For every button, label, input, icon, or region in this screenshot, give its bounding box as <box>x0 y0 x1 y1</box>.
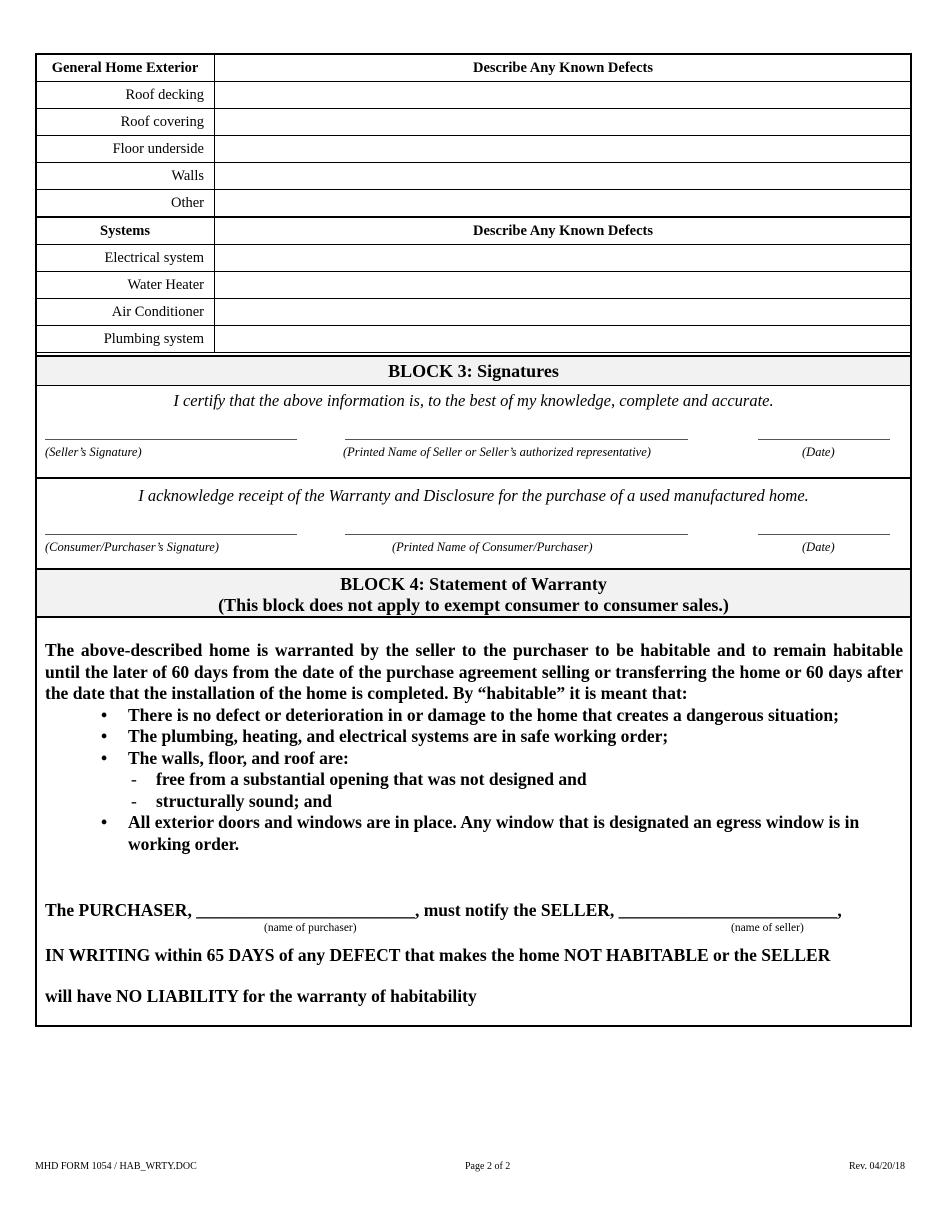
block3-title: BLOCK 3: Signatures <box>37 355 910 386</box>
warranty-intro: The above-described home is warranted by the seller to the purchaser to be habitable and to remain habitable until the later of 60 days from the date of the purchase agreement selling or transferring the home or 60 days after the date that the installation of the home is completed. By “habitable” it is meant that: <box>45 640 903 703</box>
table-row <box>36 163 912 190</box>
consumer-signature-label: (Consumer/Purchaser’s Signature) <box>45 540 219 554</box>
bullet-marker: • <box>101 812 108 832</box>
row-label-walls: Walls <box>36 163 215 190</box>
row-label-floor-underside: Floor underside <box>36 136 215 163</box>
seller-certification-statement: I certify that the above information is, to the best of my knowledge, complete and accurate. <box>173 391 774 410</box>
consumer-printed-name-line[interactable] <box>345 534 688 535</box>
table-row <box>36 190 912 218</box>
criteria-text: The walls, floor, and roof are: <box>128 747 349 768</box>
systems-header-defects: Describe Any Known Defects <box>215 217 912 245</box>
row-label-air-conditioner: Air Conditioner <box>36 299 215 326</box>
defect-field-walls[interactable] <box>215 163 912 190</box>
list-item <box>45 726 903 748</box>
consumer-date-line[interactable] <box>758 534 890 535</box>
seller-signature-label: (Seller’s Signature) <box>45 445 142 459</box>
criteria-text: There is no defect or deterioration in or damage to the home that creates a dangerous situation; <box>128 704 839 725</box>
row-label-water-heater: Water Heater <box>36 272 215 299</box>
dash-marker: - <box>131 769 137 789</box>
row-label-electrical: Electrical system <box>36 245 215 272</box>
row-label-other: Other <box>36 190 215 218</box>
defect-field-plumbing[interactable] <box>215 326 912 353</box>
systems-header-row <box>36 217 912 245</box>
table-row <box>36 326 912 353</box>
bullet-marker: • <box>101 726 108 746</box>
seller-printed-name-label: (Printed Name of Seller or Seller’s authorized representative) <box>343 445 651 459</box>
consumer-signature-section <box>37 477 910 569</box>
table-row <box>36 272 912 299</box>
defect-field-roof-covering[interactable] <box>215 109 912 136</box>
consumer-acknowledgement-statement: I acknowledge receipt of the Warranty and Disclosure for the purchase of a used manufactured home. <box>138 486 809 505</box>
block4-subtitle: (This block does not apply to exempt consumer to consumer sales.) <box>218 595 729 615</box>
seller-signature-line[interactable] <box>45 439 297 440</box>
defect-field-roof-decking[interactable] <box>215 82 912 109</box>
list-item <box>45 705 903 727</box>
defect-field-floor-underside[interactable] <box>215 136 912 163</box>
writing-notice-line2: will have NO LIABILITY for the warranty of habitability <box>45 986 477 1006</box>
row-label-plumbing: Plumbing system <box>36 326 215 353</box>
purchaser-notice-line <box>45 900 842 921</box>
defect-field-electrical[interactable] <box>215 245 912 272</box>
defect-field-air-conditioner[interactable] <box>215 299 912 326</box>
table-row <box>36 109 912 136</box>
purchaser-mid-text: , must notify the SELLER, <box>414 900 619 920</box>
table-row <box>36 82 912 109</box>
habitable-criteria-list <box>45 705 903 856</box>
criteria-text: structurally sound; and <box>156 790 333 811</box>
consumer-date-label: (Date) <box>802 540 835 554</box>
bullet-marker: • <box>101 747 108 768</box>
seller-caption: (name of seller) <box>731 922 804 934</box>
consumer-signature-line[interactable] <box>45 534 297 535</box>
seller-printed-name-line[interactable] <box>345 439 688 440</box>
row-label-roof-decking: Roof decking <box>36 82 215 109</box>
criteria-text: free from a substantial opening that was not designed and <box>156 769 587 789</box>
defects-table <box>35 54 912 353</box>
exterior-header-label: General Home Exterior <box>36 55 215 82</box>
footer-page-number: Page 2 of 2 <box>465 1161 511 1172</box>
consumer-printed-name-label: (Printed Name of Consumer/Purchaser) <box>392 540 593 554</box>
purchaser-text: The PURCHASER, <box>45 900 197 920</box>
exterior-header-row <box>36 55 912 82</box>
purchaser-name-blank[interactable]: _________________________ <box>196 900 415 920</box>
block4-title: BLOCK 4: Statement of Warranty <box>340 574 607 594</box>
seller-signature-section <box>37 384 910 476</box>
footer-revision: Rev. 04/20/18 <box>849 1161 906 1172</box>
seller-date-line[interactable] <box>758 439 890 440</box>
list-item <box>45 791 903 813</box>
purchaser-end-text: , <box>837 900 842 920</box>
list-item <box>45 769 903 791</box>
seller-name-blank[interactable]: _________________________ <box>618 900 838 920</box>
purchaser-caption: (name of purchaser) <box>264 922 357 934</box>
defect-field-water-heater[interactable] <box>215 272 912 299</box>
dash-marker: - <box>131 790 137 811</box>
table-row <box>36 136 912 163</box>
table-row <box>36 245 912 272</box>
writing-notice-line1: IN WRITING within 65 DAYS of any DEFECT that makes the home NOT HABITABLE or the SELLER <box>45 945 831 965</box>
criteria-text: The plumbing, heating, and electrical systems are in safe working order; <box>128 726 669 746</box>
table-row <box>36 299 912 326</box>
list-item <box>45 812 903 855</box>
bullet-marker: • <box>101 704 108 725</box>
row-label-roof-covering: Roof covering <box>36 109 215 136</box>
criteria-text: All exterior doors and windows are in place. Any window that is designated an egress window is in working order. <box>128 812 860 854</box>
footer-form-id: MHD FORM 1054 / HAB_WRTY.DOC <box>35 1161 197 1172</box>
exterior-header-defects: Describe Any Known Defects <box>215 55 912 82</box>
systems-header-label: Systems <box>36 217 215 245</box>
warranty-statement <box>45 640 903 855</box>
list-item <box>45 748 903 770</box>
seller-date-label: (Date) <box>802 445 835 459</box>
defect-field-other[interactable] <box>215 190 912 218</box>
block4-title-section <box>37 568 910 618</box>
